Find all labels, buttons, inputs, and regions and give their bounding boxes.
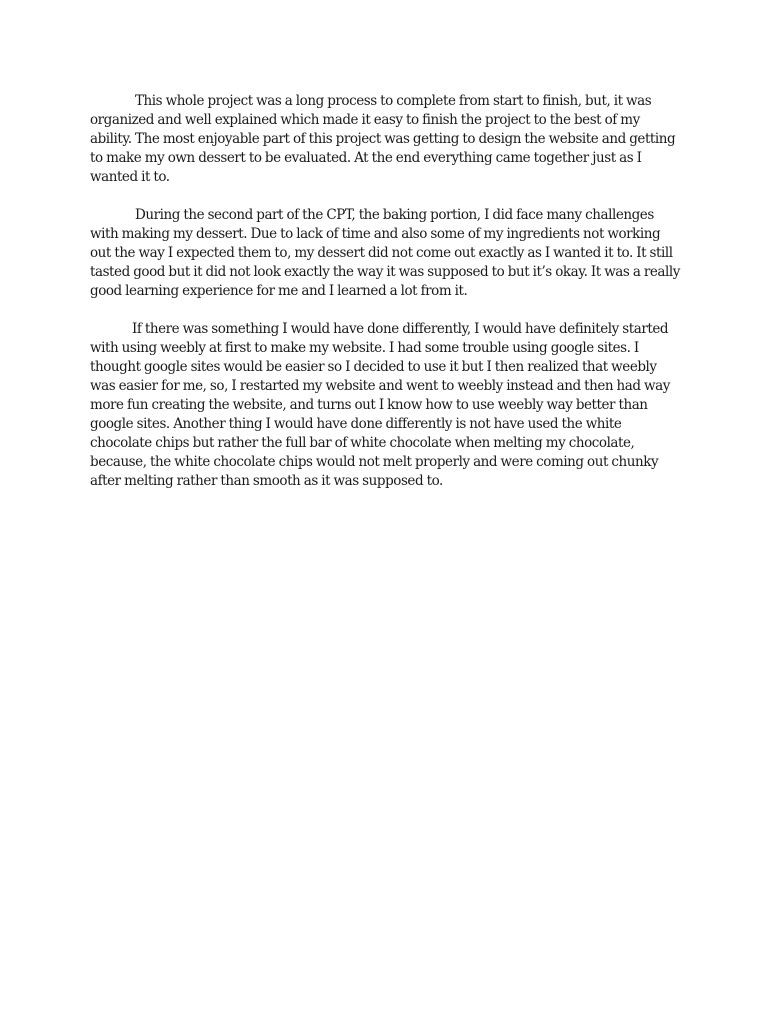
paragraph-2: During the second part of the CPT, the baking portion, I did face many challenges with making my dessert. Due to lack of time and also some of my ingredients not working out the way I expected them to, my dessert did not come out exactly as I wanted it to. It still tasted good but it did not look exactly the way it was supposed to but it’s okay. It was a really good learning experience for me and I learned a lot from it. [90, 207, 680, 299]
document-body [90, 92, 680, 510]
paragraph-1: This whole project was a long process to complete from start to finish, but, it was organized and well explained which made it easy to finish the project to the best of my ability. The most enjoyable part of this project was getting to design the website and getting to make my own dessert to be evaluated. At the end everything came together just as I wanted it to. [90, 93, 676, 185]
paragraph-3: If there was something I would have done differently, I would have definitely started with using weebly at first to make my website. I had some trouble using google sites. I thought google sites would be easier so I decided to use it but I then realized that weebly was easier for me, so, I restarted my website and went to weebly instead and then had way more fun creating the website, and turns out I know how to use weebly way better than google sites. Another thing I would have done differently is not have used the white chocolate chips but rather the full bar of white chocolate when melting my chocolate, because, the white chocolate chips would not melt properly and were coming out chunky after melting rather than smooth as it was supposed to. [90, 321, 670, 489]
